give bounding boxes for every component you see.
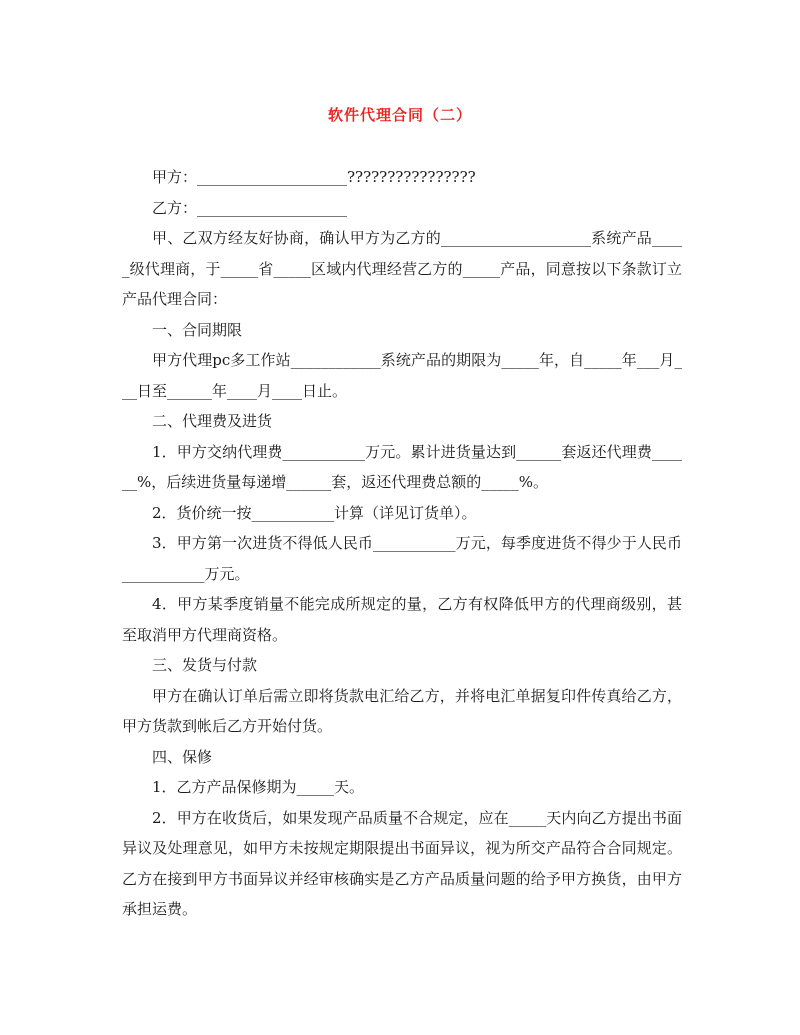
delivery-paragraph: 甲方在确认订单后需立即将货款电汇给乙方，并将电汇单据复印件传真给乙方，甲方货款到帐后乙方开始付货。 — [122, 686, 682, 735]
warranty-clause-2: 2．甲方在收货后，如果发现产品质量不合规定，应在_____天内向乙方提出书面异议及处理意见，如甲方未按规定期限提出书面异议，视为所交产品符合合同规定。乙方在接到甲方书面异议并经审核确实是乙方产品质量问题的给予甲方换货，由甲方承担运费。 — [122, 808, 682, 918]
warranty-clause-1: 1．乙方产品保修期为_____天。 — [152, 778, 365, 796]
fees-clause-1: 1．甲方交纳代理费___________万元。累计进货量达到______套返还代理费______%，后续进货量每递增______套，返还代理费总额的_____%。 — [122, 442, 682, 491]
fees-clause-4: 4．甲方某季度销量不能完成所规定的量，乙方有权降低甲方的代理商级别，甚至取消甲方代理商资格。 — [122, 595, 682, 644]
document-body — [122, 162, 682, 925]
section-heading-warranty: 四、保修 — [152, 747, 213, 766]
section-heading-fees: 二、代理费及进货 — [152, 412, 273, 430]
document-title: 软件代理合同（二） — [327, 106, 472, 124]
party-b-line: 乙方：____________________ — [152, 198, 348, 217]
section-heading-delivery: 三、发货与付款 — [152, 656, 258, 674]
intro-paragraph: 甲、乙双方经友好协商，确认甲方为乙方的____________________系统产品_____级代理商，于_____省_____区域内代理经营乙方的_____产品，同意按以下条款订立产品代理合同： — [122, 229, 682, 308]
party-a-line: 甲方：____________________???????????????? — [152, 168, 476, 186]
term-paragraph: 甲方代理pc多工作站____________系统产品的期限为_____年，自_____年___月___日至______年____月____日止。 — [122, 351, 682, 400]
section-heading-term: 一、合同期限 — [152, 320, 243, 339]
fees-clause-3: 3．甲方第一次进货不得低人民币___________万元，每季度进货不得少于人民币___________万元。 — [122, 534, 682, 583]
fees-clause-2: 2．货价统一按___________计算（详见订货单）。 — [152, 503, 477, 522]
